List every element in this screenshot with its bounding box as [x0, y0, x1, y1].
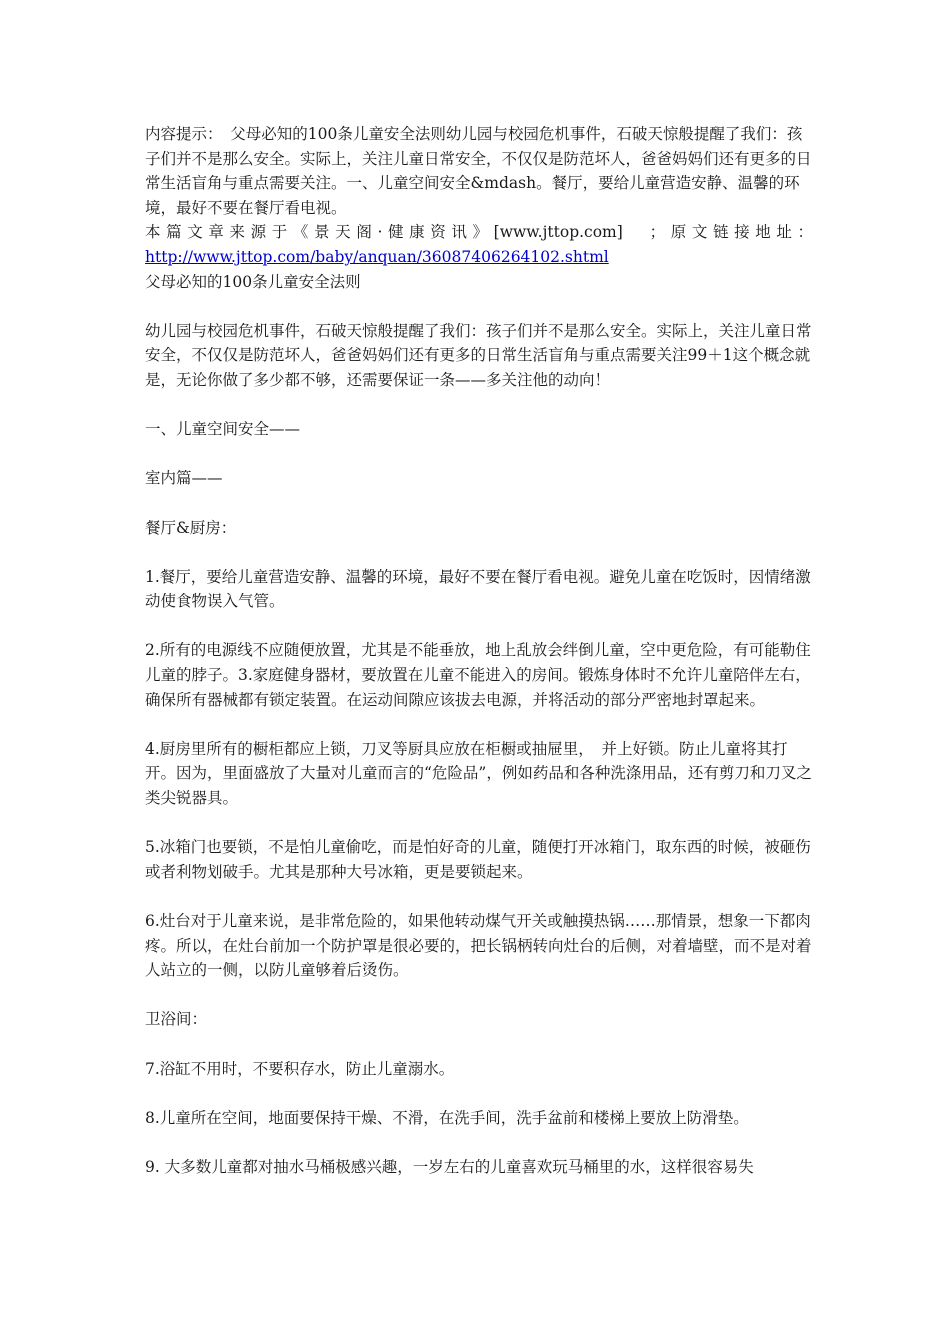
item-6: 6.灶台对于儿童来说，是非常危险的，如果他转动煤气开关或触摸热锅……那情景，想象一下都肉疼。所以，在灶台前加一个防护罩是很必要的，把长锅柄转向灶台的后侧，对着墙壁，而不是对着人站立的一侧，以防儿童够着后烫伤。 — [145, 912, 812, 980]
article-title: 父母必知的100条儿童安全法则 — [145, 272, 361, 291]
item-9: 9. 大多数儿童都对抽水马桶极感兴趣，一岁左右的儿童喜欢玩马桶里的水，这样很容易失 — [145, 1157, 754, 1176]
item-4: 4.厨房里所有的橱柜都应上锁，刀叉等厨具应放在柜橱或抽屉里， 并上好锁。防止儿童将其打开。因为，里面盛放了大量对儿童而言的“危险品”，例如药品和各种洗涤用品，还有剪刀和刀叉之类尖锐器具。 — [145, 739, 812, 808]
section-heading: 一、儿童空间安全—— — [145, 420, 301, 439]
item-5: 5.冰箱门也要锁，不是怕儿童偷吃，而是怕好奇的儿童，随便打开冰箱门，取东西的时候，被砸伤或者利物划破手。尤其是那种大号冰箱，更是要锁起来。 — [145, 838, 811, 881]
subheading-bath: 卫浴间： — [145, 1010, 208, 1029]
source-line: 本篇文章来源于《景天阁·健康资讯》[www.jttop.com] ；原文链接地址： — [145, 223, 813, 242]
summary-paragraph: 内容提示： 父母必知的100条儿童安全法则幼儿园与校园危机事件，石破天惊般提醒了我们：孩子们并不是那么安全。实际上，关注儿童日常安全，不仅仅是防范坏人，爸爸妈妈们还有更多的日常生活盲角与重点需要关注。一、儿童空间安全&mdash。餐厅，要给儿童营造安静、温馨的环境，最好不要在餐厅看电视。 — [145, 125, 812, 217]
subheading-indoor: 室内篇—— — [145, 469, 223, 488]
item-2: 2.所有的电源线不应随便放置，尤其是不能垂放，地上乱放会绊倒儿童，空中更危险，有可能勒住儿童的脖子。3.家庭健身器材，要放置在儿童不能进入的房间。锻炼身体时不允许儿童陪伴左右，确保所有器械都有锁定装置。在运动间隙应该拔去电源，并将活动的部分严密地封罩起来。 — [145, 641, 811, 709]
lead-paragraph: 幼儿园与校园危机事件，石破天惊般提醒了我们：孩子们并不是那么安全。实际上，关注儿童日常安全，不仅仅是防范坏人，爸爸妈妈们还有更多的日常生活盲角与重点需要关注99＋1这个概念就是，无论你做了多少都不够，还需要保证一条——多关注他的动向！ — [145, 321, 812, 389]
item-8: 8.儿童所在空间，地面要保持干燥、不滑，在洗手间，洗手盆前和楼梯上要放上防滑垫。 — [145, 1108, 749, 1127]
item-7: 7.浴缸不用时，不要积存水，防止儿童溺水。 — [145, 1059, 455, 1078]
source-link[interactable]: http://www.jttop.com/baby/anquan/36087406264102.shtml — [145, 247, 609, 266]
subheading-kitchen: 餐厅&厨房： — [145, 518, 237, 537]
document-page — [145, 122, 813, 1180]
item-1: 1.餐厅，要给儿童营造安静、温馨的环境，最好不要在餐厅看电视。避免儿童在吃饭时，因情绪激动使食物误入气管。 — [145, 567, 811, 611]
